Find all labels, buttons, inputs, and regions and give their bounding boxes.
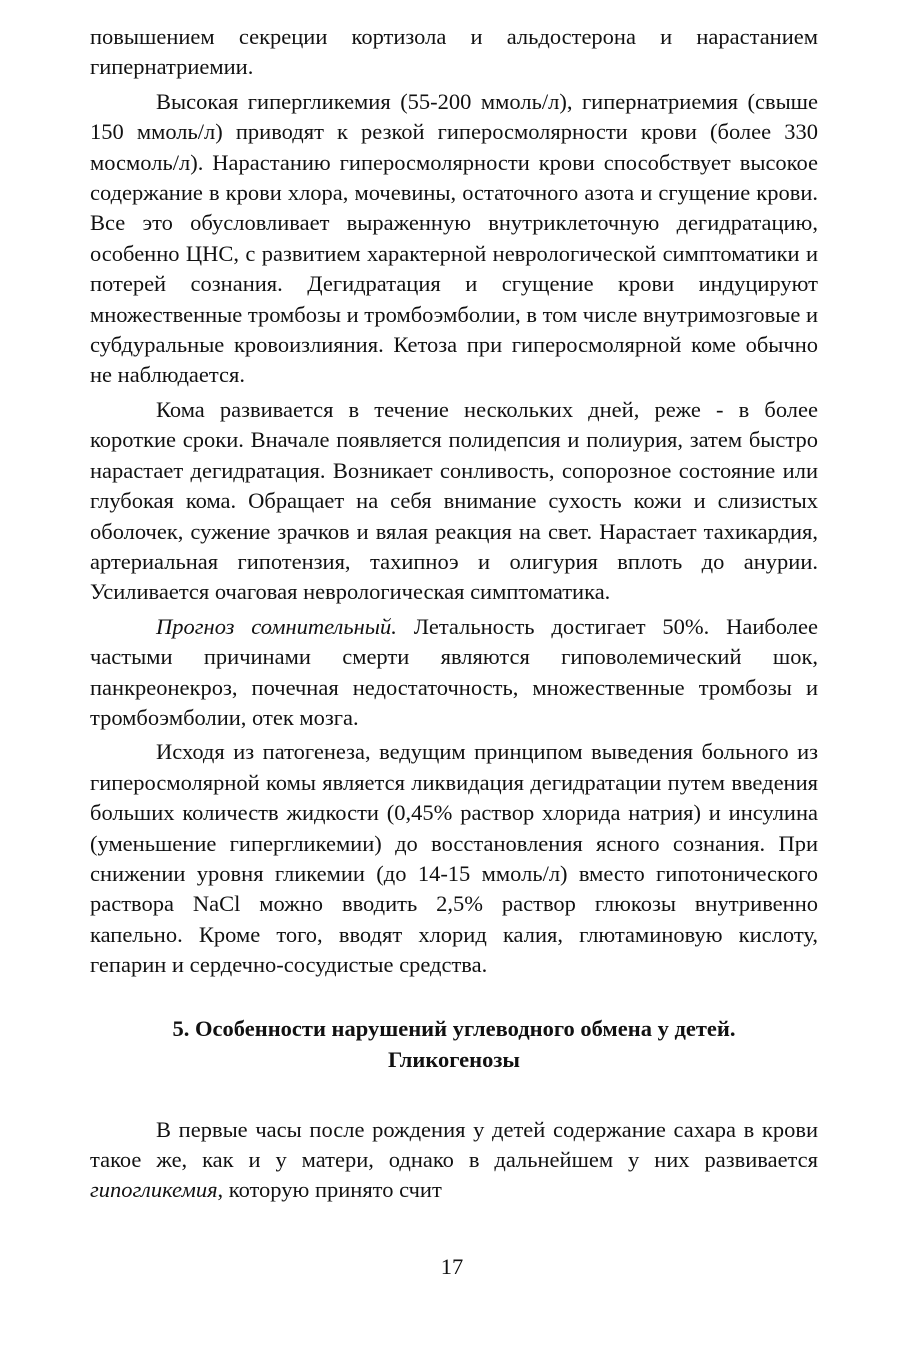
section-heading (90, 1013, 818, 1075)
paragraph-prognosis (90, 612, 818, 734)
paragraph-children (90, 1115, 818, 1206)
document-page (90, 22, 818, 1206)
section-heading-line-2: Гликогенозы (387, 1046, 520, 1072)
paragraph-hyperglycemia: Высокая гипергликемия (55-200 ммоль/л), гипернатриемия (свыше 150 ммоль/л) приводят к резкой гиперосмолярности крови (более 330 мосмоль/л). Нарастанию гиперосмолярности крови способствует высокое содержание в крови хлора, мочевины, остаточного азота и сгущение крови. Все это обусловливает выраженную внутриклеточную дегидратацию, особенно ЦНС, с развитием характерной неврологической симптоматики и потерей сознания. Дегидратация и сгущение крови индуцируют множественные тромбозы и тромбоэмболии, в том числе внутримозговые и субдуральные кровоизлияния. Кетоза при гиперосмолярной коме обычно не наблюдается. (90, 88, 818, 388)
children-text-start: В первые часы после рождения у детей содержание сахара в крови такое же, как и у матери, однако в дальнейшем у них развивается (90, 1116, 818, 1172)
prognosis-text: Летальность достигает 50%. Наиболее частыми причинами смерти являются гиповолемический шок, панкреонекроз, почечная недостаточность, множественные тромбозы и тромбоэмболии, отек мозга. (90, 613, 818, 730)
page-number: 17 (440, 1254, 464, 1279)
prognosis-italic: Прогноз сомнительный. (156, 613, 397, 639)
paragraph-coma-development: Кома развивается в течение нескольких дней, реже - в более короткие сроки. Вначале появляется полидепсия и полиурия, затем быстро нарастает дегидратация. Возникает сонливость, сопорозное состояние или глубокая кома. Обращает на себя внимание сухость кожи и слизистых оболочек, сужение зрачков и вялая реакция на свет. Нарастает тахикардия, артериальная гипотензия, тахипноэ и олигурия вплоть до анурии. Усиливается очаговая неврологическая симптоматика. (90, 396, 818, 605)
section-heading-line-1: 5. Особенности нарушений углеводного обмена у детей. (172, 1015, 736, 1041)
children-text-end: , которую принято счит (217, 1177, 442, 1203)
paragraph-continued: повышением секреции кортизола и альдостерона и нарастанием гипернатриемии. (90, 24, 818, 80)
children-text-italic: гипогликемия (90, 1177, 218, 1203)
paragraph-treatment: Исходя из патогенеза, ведущим принципом выведения больного из гиперосмолярной комы является ликвидация дегидратации путем введения больших количеств жидкости (0,45% раствор хлорида натрия) и инсулина (уменьшение гипергликемии) до восстановления ясного сознания. При снижении уровня гликемии (до 14-15 ммоль/л) вместо гипотонического раствора NaCl можно вводить 2,5% раствор глюкозы внутривенно капельно. Кроме того, вводят хлорид калия, глютаминовую кислоту, гепарин и сердечно-сосудистые средства. (90, 739, 818, 978)
